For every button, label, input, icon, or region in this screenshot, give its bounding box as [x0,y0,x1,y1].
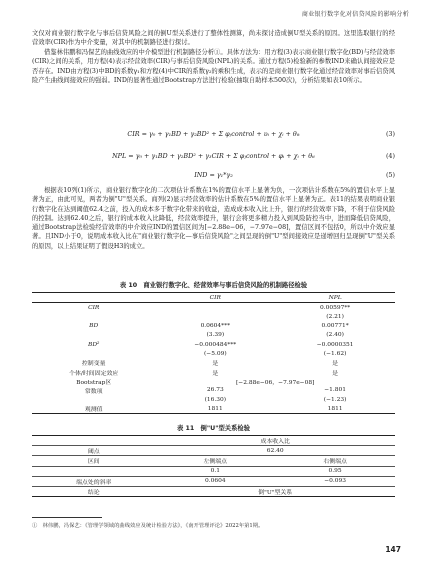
table-cell: (3.39) [206,332,225,339]
formula-3 [32,125,395,145]
table-row [32,312,395,321]
table-cell: 0.1 [155,466,275,476]
table-cell [32,395,155,404]
table-row [32,466,395,476]
table-cell: (2.21) [326,313,344,320]
table-row [32,349,395,358]
paragraph-method: 借鉴林伟鹏和冯保艺的曲线效应的中介模型进行机制路径分析①。具体方法为：用方程(3)表示商业银行数字化(BD)与经营效率(CIR)之间的关系，用方程(4)表示经营效率(CIR)与事后信贷风险(NPL)的关系。通过方程(5)检验新的参数IND来确认间接效应是否存在。IND由方程(3)中BD的系数γ₁和方程(4)中CIR的系数γ₂的乘积生成，表示的是商业银行数字化通过经营效率对事后信贷风险产生曲线间接效应的强弱。IND的显著性通过Bootstrap方法进行检验(抽取自助样本500次)，分析结果如表10所示。 [32,49,395,84]
running-head: 商业银行数字化对信贷风险的影响分析 [301,11,409,18]
table-cell: 是 [332,370,339,377]
table-cell [32,466,155,476]
table10-header-row [32,293,395,303]
table-cell: 右侧端点 [275,456,395,466]
table-cell: 1811 [155,404,275,414]
table-row [32,446,395,456]
table-cell: 端点处的斜率 [32,476,155,486]
table-row [32,377,395,386]
table11 [32,435,395,497]
table-row [32,486,395,496]
table-cell [32,331,155,340]
table-cell: 0.0604 [155,476,275,486]
formula-4-expression: NPL = γ₀ + γ₁BD + γ₂BD² + γ₃CIR + Σ φⱼcontrol + φᵢ + χᵢ + θᵢₜ [112,152,315,160]
table-cell: (16.30) [204,396,227,403]
table-cell: 0.00771* [321,323,349,330]
table-cell [155,312,275,321]
footnote: ① 林伟鹏，冯保艺：《管理学领域的曲线效应及统计检验方法》，《南开管理评论》2022年第1期。 [32,523,264,529]
table-cell: −0.000484*** [194,341,237,348]
table-row [32,340,395,349]
table-cell: −0.0000351 [316,341,354,348]
table-cell: 0.0604*** [200,323,231,330]
table-cell: 是 [212,370,219,377]
table-row [32,386,395,395]
table-cell: −0.093 [275,476,395,486]
table-cell: 是 [212,361,219,368]
table-row [32,331,395,340]
table10-header-cir: CIR [155,293,275,303]
table-cell: 26.73 [206,387,224,394]
formula-5-number: (5) [385,171,395,179]
table-cell [32,436,155,446]
table-cell: (−1.23) [323,396,347,403]
table-cell [155,303,275,313]
table-cell: 62.40 [155,446,395,456]
table-cell: 控制变量 [81,361,106,368]
table-cell [32,312,155,321]
table-cell: CIR [88,304,100,311]
table-cell: 区间 [32,456,155,466]
table-cell: (−1.62) [323,350,347,357]
table-cell: 观测值 [32,404,155,414]
table-cell: 0.95 [275,466,395,476]
table-cell: 结论 [32,486,155,496]
table-row [32,404,395,414]
table-row [32,395,395,404]
table11-header-merged: 成本收入比 [155,436,395,446]
formula-5-expression: IND = γ₁*γ₂ [194,171,233,179]
table-cell: BD² [87,341,100,348]
paragraph-results: 根据表10列(1)所示，商业银行数字化的二次项估计系数在1%的置信水平上显著为负，一次项估计系数在5%的置信水平上显著为正，由此可见，两者为倒"U"型关系。商列(2)显示经营效率的估计系数在5%的置信水平上显著为正。表11的结果表明商业银行数字化在达到阈值62.4之前，投入的成本多于数字化带来的收益，造成成本收入比上升，银行的经营效率下降，不利于信贷风险的控制。达到62.40之后，银行的成本收入比降低，经营效率提升，银行会将更多精力投入到风险防控当中，进而降低信贷风险，通过Bootstrap法检验经营效率的中介效应IND的置信区间为[−2.88e−06，−7.97e−08]，置信区间不包括0，所以中介效应显著。且IND小于0，说明成本收入比在"商业银行数字化—事后信贷风险"之间呈现的倒"U"型间接效应是递增回归呈现倒"U"型关系的原因，以上结果证明了假设H3的成立。 [32,187,395,250]
table-cell: 阈点 [32,446,155,456]
formula-4 [32,147,395,167]
table-row [32,368,395,377]
table-cell: −1.801 [324,387,346,394]
table-row [32,322,395,331]
table10-header-npl: NPL [275,293,395,303]
table-cell [32,349,155,358]
table-cell: 1811 [275,404,395,414]
table-row [32,358,395,367]
table-cell: 倒"U"型关系 [155,486,395,496]
table-cell: 左侧端点 [155,456,275,466]
formula-5 [32,166,395,186]
table-row [32,476,395,486]
table-row [32,303,395,313]
table-row [32,456,395,466]
table10 [32,292,395,414]
table10-caption: 表 10 商业银行数字化、经营效率与事后信贷风险的机制路径检验 [119,282,308,289]
table-cell-bootstrap-interval: [−2.88e−06，−7.97e−08] [235,379,315,386]
table-cell: Bootstrap区 [76,379,112,386]
table-cell: (−5.09) [203,350,227,357]
table-cell: (2.40) [326,332,344,339]
page-number: 147 [385,545,401,554]
table11-header-row [32,436,395,446]
table-cell: 0.00597** [319,304,351,311]
formula-3-number: (3) [385,130,395,138]
table-cell: BD [89,323,99,330]
footnote-divider [32,517,102,518]
table-cell: 个体/时间固定效应 [69,370,119,377]
paragraph-intro: 文仅对商业银行数字化与事后信贷风险之间的倒U型关系进行了整体性测算，尚未探讨造成倒U型关系的原因。这里选取银行的经营效率(CIR)作为中介变量，对其中的机制路径进行探讨。 [32,30,395,47]
formula-4-number: (4) [385,152,395,160]
table-cell: 是 [332,361,339,368]
table10-header-blank [32,293,155,303]
formula-3-expression: CIR = γ₀ + γ₁BD + γ₂BD² + Σ φⱼcontrol + υᵢ + χᵢ + θᵢₜ [127,130,300,138]
table-cell: 常数项 [84,388,103,395]
table11-caption: 表 11 倒"U"型关系检验 [176,425,250,432]
